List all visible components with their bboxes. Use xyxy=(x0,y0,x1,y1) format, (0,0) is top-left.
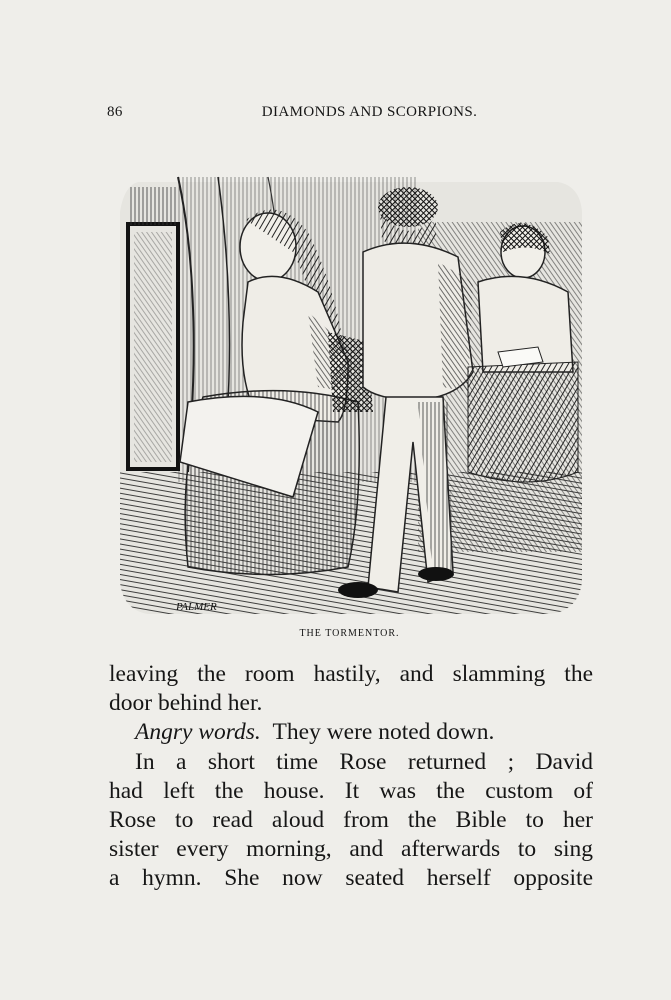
page-number: 86 xyxy=(107,104,123,120)
text-line: had left the house. It was the custom of xyxy=(109,777,593,804)
figure-caption: THE TORMENTOR. xyxy=(299,628,400,639)
text-span: They were noted down. xyxy=(272,719,495,746)
artist-signature: PALMER xyxy=(176,601,217,613)
text-line: Rose to read aloud from the Bible to her xyxy=(109,806,593,833)
text-line: In a short time Rose returned ; David xyxy=(135,748,593,775)
text-line xyxy=(109,718,593,747)
text-line: sister every morning, and afterwards to sing xyxy=(109,836,593,863)
italic-phrase: Angry words. xyxy=(135,719,261,746)
running-title: DIAMONDS AND SCORPIONS. xyxy=(261,104,478,120)
text-line: leaving the room hastily, and slamming the xyxy=(109,661,593,687)
body-text xyxy=(109,660,593,894)
text-line: door behind her. xyxy=(109,690,263,717)
page-header xyxy=(107,104,594,126)
engraving-illustration xyxy=(118,172,585,619)
text-line: a hymn. She now seated herself opposite xyxy=(109,865,593,892)
